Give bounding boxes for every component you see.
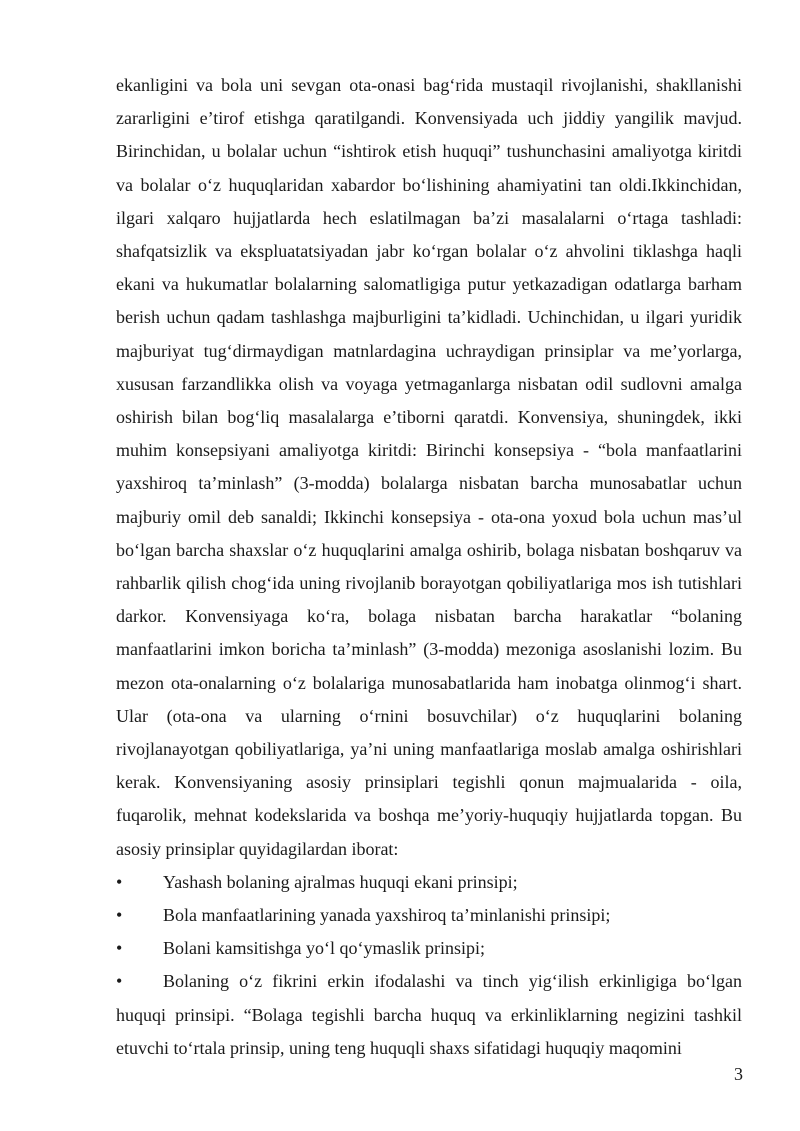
list-item xyxy=(116,899,742,932)
list-item xyxy=(116,932,742,965)
page-number: 3 xyxy=(734,1064,743,1084)
list-item-text: Bolani kamsitishga yo‘l qo‘ymaslik prinsipi; xyxy=(163,938,485,959)
list-item xyxy=(116,866,742,899)
bullet-marker: • xyxy=(116,905,123,926)
bullet-marker: • xyxy=(116,938,123,959)
document-page xyxy=(116,69,742,1065)
list-item xyxy=(116,965,742,1065)
bullet-marker: • xyxy=(116,871,123,892)
list-item-text: Bola manfaatlarining yanada yaxshiroq ta’minlanishi prinsipi; xyxy=(163,905,611,926)
body-paragraph: ekanligini va bola uni sevgan ota-onasi bag‘rida mustaqil rivojlanishi, shakllanishi zararligini e’tirof etishga qaratilgandi. Konvensiyada uch jiddiy yangilik mavjud. Birinchidan, u bolalar uchun “ishtirok etish huquqi” tushunchasini amaliyotga kiritdi va bolalar o‘z huquqlaridan xabardor bo‘lishining ahamiyatini tan oldi.Ikkinchidan, ilgari xalqaro hujjatlarda hech eslatilmagan ba’zi masalalarni o‘rtaga tashladi: shafqatsizlik va ekspluatatsiyadan jabr ko‘rgan bolalar o‘z ahvolini tiklashga haqli ekani va hukumatlar bolalarning salomatligiga putur yetkazadigan odatlarga barham berish uchun qadam tashlashga majburligini ta’kidladi. Uchinchidan, u ilgari yuridik majburiyat tug‘dirmaydigan matnlardagina uchraydigan prinsiplar va me’yorlarga, xususan farzandlikka olish va voyaga yetmaganlarga nisbatan odil sudlovni amalga oshirish bilan bog‘liq masalalarga e’tiborni qaratdi. Konvensiya, shuningdek, ikki muhim konsepsiyani amaliyotga kiritdi: Birinchi konsepsiya - “bola manfaatlarini yaxshiroq ta’minlash” (3-modda) bolalarga nisbatan barcha munosabatlar uchun majburiy omil deb sanaldi; Ikkinchi konsepsiya - ota-ona yoxud bola uchun mas’ul bo‘lgan barcha shaxslar o‘z huquqlarini amalga oshirib, bolaga nisbatan boshqaruv va rahbarlik qilish chog‘ida uning rivojlanib borayotgan qobiliyatlariga mos ish tutishlari darkor. Konvensiyaga ko‘ra, bolaga nisbatan barcha harakatlar “bolaning manfaatlarini imkon boricha ta’minlash” (3-modda) mezoniga asoslanishi lozim. Bu mezon ota-onalarning o‘z bolalariga munosabatlarida ham inobatga olinmog‘i shart. Ular (ota-ona va ularning o‘rnini bosuvchilar) o‘z huquqlarini bolaning rivojlanayotgan qobiliyatlariga, ya’ni uning manfaatlariga moslab amalga oshirishlari kerak. Konvensiyaning asosiy prinsiplari tegishli qonun majmualarida - oila, fuqarolik, mehnat kodekslarida va boshqa me’yoriy-huquqiy hujjatlarda topgan. Bu asosiy prinsiplar quyidagilardan iborat: xyxy=(116,75,742,859)
list-item-text: Bolaning o‘z fikrini erkin ifodalashi va tinch yig‘ilish erkinligiga bo‘lgan huquqi prinsipi. “Bolaga tegishli barcha huquq va erkinliklarning negizini tashkil etuvchi to‘rtala prinsip, uning teng huquqli shaxs sifatidagi huquqiy maqomini xyxy=(116,971,742,1058)
bullet-marker: • xyxy=(116,971,123,992)
list-item-text: Yashash bolaning ajralmas huquqi ekani prinsipi; xyxy=(163,871,518,892)
